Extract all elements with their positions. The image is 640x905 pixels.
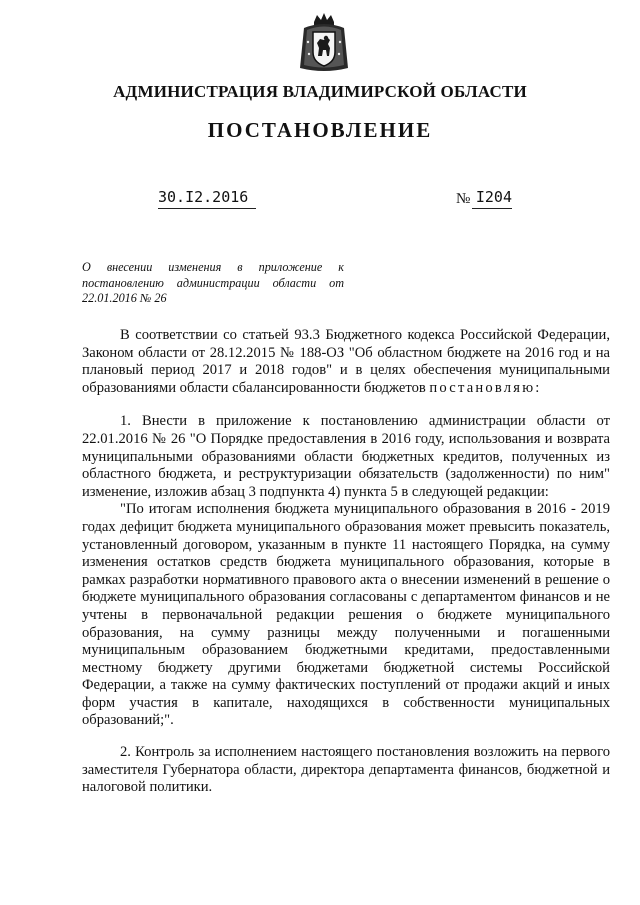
coat-of-arms-icon <box>296 12 352 74</box>
item-1-paragraph: 1. Внести в приложение к постановлению администрации области от 22.01.2016 № 26 "О Порядке предоставления в 2016 году, использования и возврата муниципальными образованиями области бюджетных кредитов, полученных из областного бюджета, и реструктуризации обязательств (задолженности) по ним" изменение, изложив абзац 3 подпункта 4) пункта 5 в следующей редакции: <box>82 413 610 500</box>
decree-word: постановляю: <box>429 379 542 396</box>
preamble-paragraph <box>82 327 610 397</box>
document-body <box>82 327 610 797</box>
document-type-title: ПОСТАНОВЛЕНИЕ <box>207 118 433 142</box>
document-number: I204 <box>472 188 512 209</box>
document-subject: О внесении изменения в приложение к постановлению администрации области от 22.01.2016 № 26 <box>82 260 344 305</box>
quoted-amendment-paragraph: "По итогам исполнения бюджета муниципального образования в 2016 - 2019 годах дефицит бюджета муниципального образования может превысить показатель, установленный договором, указанным в пункте 11 настоящего Порядка, на сумму изменения остатков средств бюджета муниципального образования, которые в рамках разработки нормативного правового акта о внесении изменений в решение о бюджете муниципального образования согласованы с департаментом финансов и не учтены в первоначальной редакции решения о бюджете муниципального образования, на сумму разницы между полученными и погашенными муниципальным образованием бюджетными кредитами, предоставленными местному бюджету другими бюджетами бюджетной системы Российской Федерации, а также на сумму фактических поступлений от продажи акций и иных форм участия в капитале, находящихся в собственности муниципальных образований;". <box>82 501 610 729</box>
number-label: № <box>456 191 471 207</box>
preamble-text: В соответствии со статьей 93.3 Бюджетного кодекса Российской Федерации, Законом области от 28.12.2015 № 188-ОЗ "Об областном бюджете на 2016 год и на плановый период 2017 и 2018 годов" и в целях обеспечения муниципальными образованиями области сбалансированности бюджетов <box>82 327 610 396</box>
organization-title: АДМИНИСТРАЦИЯ ВЛАДИМИРСКОЙ ОБЛАСТИ <box>113 82 527 101</box>
item-2-paragraph: 2. Контроль за исполнением настоящего постановления возложить на первого заместителя Губернатора области, директора департамента финансов, бюджетной и налоговой политики. <box>82 744 610 796</box>
document-date: 30.I2.2016 <box>158 188 256 209</box>
